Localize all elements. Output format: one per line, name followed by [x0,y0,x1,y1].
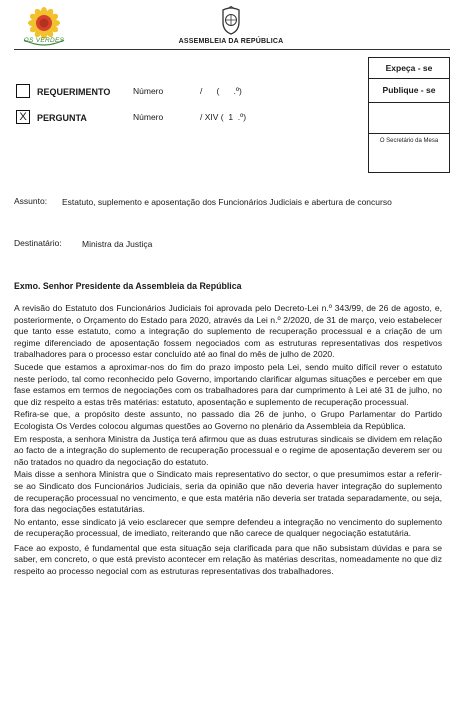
publique-box [368,79,450,103]
requerimento-session: / ( .º) [200,86,242,96]
pergunta-checkbox[interactable]: X [16,110,30,124]
publique-label: Publique - se [382,85,436,95]
salutation: Exmo. Senhor Presidente da Assembleia da República [14,281,242,291]
body-paragraph: Sucede que estamos a aproximar-nos do fim do prazo imposto pela Lei, sendo muito difícil rever o estatuto neste período, tal como reconhecido pelo Governo, importando clarificar algumas situações e perceber em que fase estamos em termos de negociações com os trabalhadores para dar cumprimento à Lei até 31 de julho, no que diz respeito a estas três matérias: estatuto, aposentação e suplemento de recuperação processual. [14,361,442,407]
secretario-label: O Secretário da Mesa [379,138,439,144]
assembly-name: ASSEMBLEIA DA REPÚBLICA [178,38,284,45]
header-divider [14,49,450,50]
destinatario-text: Ministra da Justiça [82,239,153,249]
pergunta-numero-label: Número [133,112,164,122]
assunto-label: Assunto: [14,196,48,206]
body-paragraph: Mais disse a senhora Ministra que o Sindicato mais representativo do sector, o que presumimos estar a referir-se ao Sindicato dos Funcionários Judiciais, seria da opinião que não deveria haver integração do suplemento de recuperação processual no vencimento, e que esta matéria não deveria ser tratada separadamente, ou seja, fora das negociações estatutárias. [14,469,442,515]
secretario-box [368,103,450,173]
body-text [14,303,442,579]
logo-caption: OS VERDES [23,37,65,44]
body-paragraph: A revisão do Estatuto dos Funcionários Judiciais foi aprovada pelo Decreto-Lei n.º 343/99, de 26 de agosto, e, posteriormente, o Orçamento do Estado para 2020, através da Lei n.º 2/2020, de 31 de março, veio estabelecer que tanto esse estatuto, como a integração do suplemento de recuperação processual e a criação de um regime diferenciado de aposentação fossem negociados com as estruturas representativas dos respetivos trabalhadores para o processo estar concluído até ao final do mês de julho de 2020. [14,303,442,360]
pergunta-label: PERGUNTA [37,113,87,123]
body-paragraph: No entanto, esse sindicato já veio esclarecer que sempre defendeu a integração no vencimento do suplemento de recuperação processual, de imediato, reiterando que não carece de qualquer negociação estatutária. [14,516,442,539]
os-verdes-logo [16,6,72,52]
requerimento-numero-label: Número [133,86,164,96]
secretario-box-divider [368,133,450,134]
body-paragraph: Face ao exposto, é fundamental que esta situação seja clarificada para que não subsistam dúvidas e para se saber, em concreto, o que está previsto acontecer em relação às matérias descritas, nomeadamente no que diz respeito ao processo negocial com as estruturas representativas dos trabalhadores. [14,542,442,577]
assunto-text: Estatuto, suplemento e aposentação dos Funcionários Judiciais e abertura de concurso [62,197,392,207]
requerimento-checkbox[interactable] [16,84,30,98]
destinatario-label: Destinatário: [14,238,62,248]
pergunta-session: / XIV ( 1 .º) [200,112,247,122]
expeca-label: Expeça - se [385,63,433,73]
expeca-box [368,57,450,79]
parliament-crest-icon [218,6,244,36]
requerimento-label: REQUERIMENTO [37,87,111,97]
body-paragraph: Refira-se que, a propósito deste assunto, no passado dia 26 de junho, o Grupo Parlamentar do Partido Ecologista Os Verdes colocou algumas questões ao Governo no plenário da Assembleia da República. [14,409,442,431]
body-paragraph: Em resposta, a senhora Ministra da Justiça terá afirmou que as duas estruturas sindicais se dividem em relação ao facto de a integração do suplemento de recuperação processual e o regime de aposentação deverem ser ou não tratados no quadro da negociação do estatuto. [14,433,442,467]
